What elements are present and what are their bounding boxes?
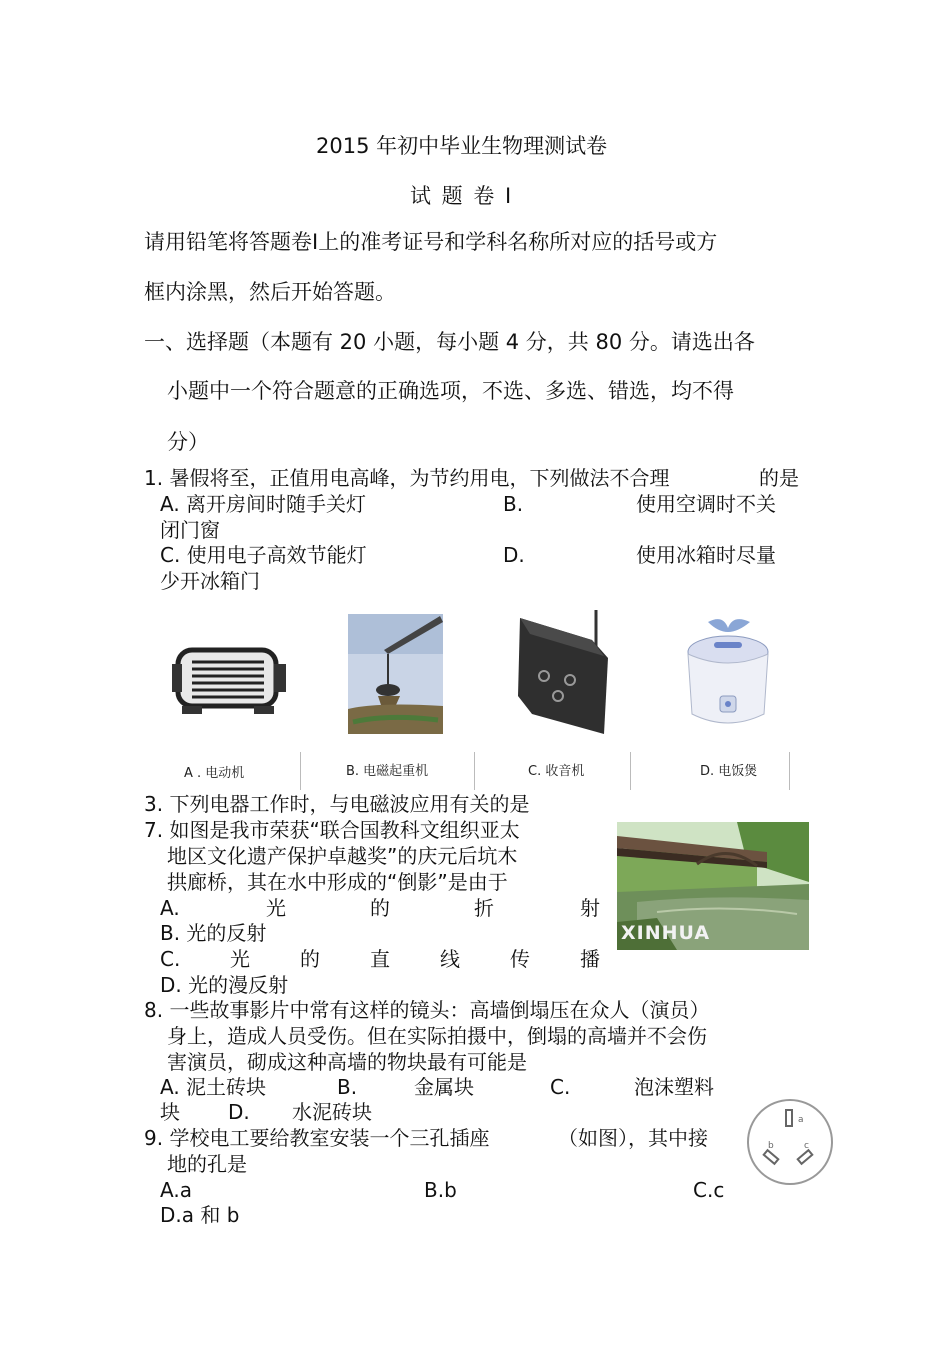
q8-stem-2: 身上，造成人员受伤。但在实际拍摄中，倒塌的高墙并不会伤 xyxy=(167,1024,707,1048)
q7-option-c-label: C. xyxy=(160,947,181,971)
instructions-line-1: 请用铅笔将答题卷Ⅰ上的准考证号和学科名称所对应的括号或方 xyxy=(144,230,718,254)
q9-option-b: B.b xyxy=(424,1178,457,1202)
caption-electromagnetic-crane: B. 电磁起重机 xyxy=(346,764,429,779)
q1-option-b: 使用空调时不关 xyxy=(636,492,776,516)
rice-cooker-image xyxy=(678,614,778,734)
q9-option-a: A.a xyxy=(160,1178,192,1202)
q8-stem-1: 8. 一些故事影片中常有这样的镜头：高墙倒塌压在众人（演员） xyxy=(144,998,710,1022)
q8-option-c-cont: 块 xyxy=(160,1100,180,1124)
q9-stem-2: 地的孔是 xyxy=(167,1152,247,1176)
q8-option-b: 金属块 xyxy=(414,1075,474,1099)
page-subtitle: 试 题 卷 Ⅰ xyxy=(410,184,514,208)
q9-stem-1-end: （如图），其中接 xyxy=(558,1126,708,1150)
q8-option-d-label: D. xyxy=(228,1100,250,1124)
q7-option-a-label: A. xyxy=(160,896,180,920)
caption-divider xyxy=(474,752,475,790)
q7-stem-2: 地区文化遗产保护卓越奖”的庆元后坑木 xyxy=(167,844,518,868)
q7-option-b: B. 光的反射 xyxy=(160,921,267,945)
caption-divider xyxy=(300,752,301,790)
q8-option-c: 泡沫塑料 xyxy=(634,1075,714,1099)
q7-option-a-char: 的 xyxy=(370,896,390,920)
q8-option-a: A. 泥土砖块 xyxy=(160,1075,267,1099)
q1-option-d: 使用冰箱时尽量 xyxy=(636,543,776,567)
q9-option-c: C.c xyxy=(693,1178,725,1202)
q7-stem-1: 7. 如图是我市荣获“联合国教科文组织亚太 xyxy=(144,818,520,842)
q8-option-c-label: C. xyxy=(550,1075,571,1099)
caption-electric-motor: A . 电动机 xyxy=(184,766,245,781)
q7-option-c-char: 直 xyxy=(370,947,390,971)
q7-stem-3: 拱廊桥，其在水中形成的“倒影”是由于 xyxy=(167,870,508,894)
caption-radio: C. 收音机 xyxy=(528,764,585,779)
electromagnetic-crane-image xyxy=(348,614,443,734)
q8-stem-3: 害演员，砌成这种高墙的物块最有可能是 xyxy=(167,1050,527,1074)
q9-stem-1: 9. 学校电工要给教室安装一个三孔插座 xyxy=(144,1126,490,1150)
q1-stem: 1. 暑假将至，正值用电高峰，为节约用电，下列做法不合理 xyxy=(144,466,670,490)
caption-divider xyxy=(789,752,790,790)
q7-option-c-char: 线 xyxy=(440,947,460,971)
three-pin-socket-diagram xyxy=(744,1096,836,1188)
caption-divider xyxy=(630,752,631,790)
section-heading: 一、选择题（本题有 20 小题，每小题 4 分，共 80 分。请选出各 xyxy=(144,330,755,354)
socket-label-c: c xyxy=(804,1141,809,1151)
q7-option-a-char: 射 xyxy=(580,896,600,920)
page-title: 2015 年初中毕业生物理测试卷 xyxy=(316,134,608,158)
instructions-line-2: 框内涂黑，然后开始答题。 xyxy=(144,280,396,304)
q9-option-d: D.a 和 b xyxy=(160,1203,240,1227)
q7-option-c-char: 的 xyxy=(300,947,320,971)
covered-bridge-photo xyxy=(617,822,809,950)
section-heading-line-2: 小题中一个符合题意的正确选项，不选、多选、错选，均不得 xyxy=(167,379,734,403)
q7-option-c-char: 传 xyxy=(510,947,530,971)
q1-option-a: A. 离开房间时随手关灯 xyxy=(160,492,367,516)
q7-option-a-char: 光 xyxy=(266,896,286,920)
radio-image xyxy=(512,610,614,735)
q1-option-b-label: B. xyxy=(503,492,524,516)
q8-option-b-label: B. xyxy=(337,1075,358,1099)
electric-motor-image xyxy=(170,640,288,718)
q3-stem: 3. 下列电器工作时，与电磁波应用有关的是 xyxy=(144,792,530,816)
q1-option-b-cont: 闭门窗 xyxy=(160,518,220,542)
q7-option-c-char: 光 xyxy=(230,947,250,971)
photo-watermark: XINHUA xyxy=(621,922,711,944)
section-heading-line-3: 分） xyxy=(167,430,209,454)
q7-option-c-char: 播 xyxy=(580,947,600,971)
q7-option-a-char: 折 xyxy=(474,896,494,920)
q1-stem-end: 的是 xyxy=(759,466,799,490)
socket-label-a: a xyxy=(798,1115,804,1125)
q1-option-c: C. 使用电子高效节能灯 xyxy=(160,543,367,567)
q8-option-d: 水泥砖块 xyxy=(292,1100,372,1124)
caption-rice-cooker: D. 电饭煲 xyxy=(700,764,758,779)
socket-label-b: b xyxy=(768,1141,774,1151)
q1-option-d-cont: 少开冰箱门 xyxy=(160,569,260,593)
q1-option-d-label: D. xyxy=(503,543,525,567)
q7-option-d: D. 光的漫反射 xyxy=(160,973,289,997)
